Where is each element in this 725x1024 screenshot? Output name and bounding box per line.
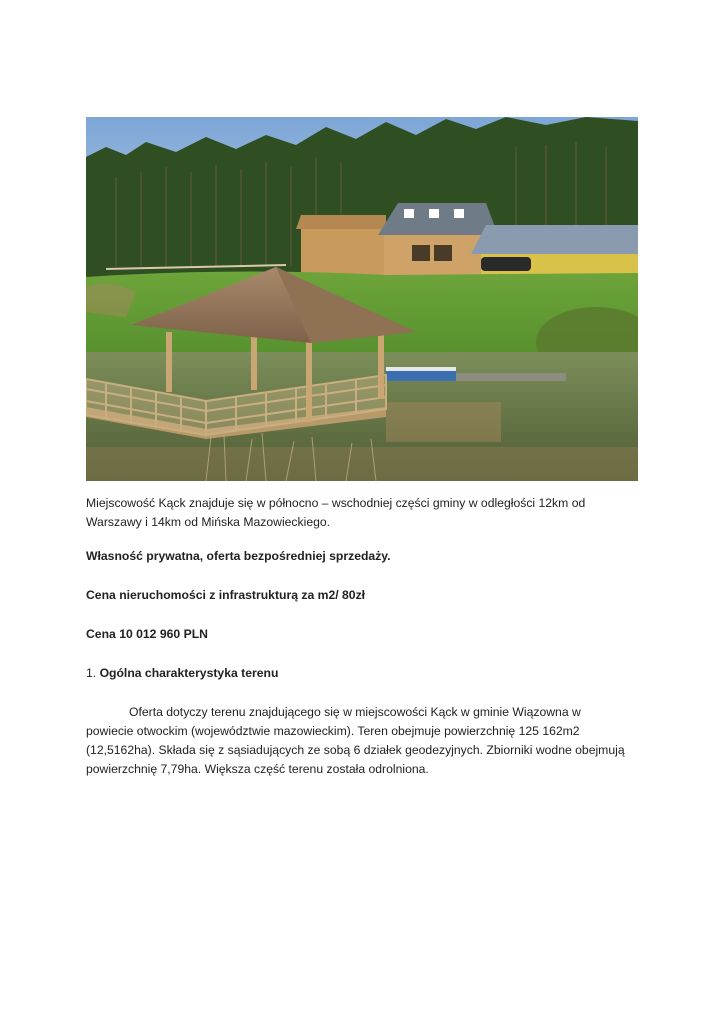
ownership-line: Własność prywatna, oferta bezpośredniej sprzedaży. (86, 549, 391, 563)
section-heading (86, 664, 631, 683)
section-title: Ogólna charakterystyka terenu (99, 666, 279, 680)
section-number: 1. (86, 666, 97, 680)
landscape-photo-icon (86, 117, 638, 481)
intro-paragraph: Miejscowość Kąck znajduje się w północno – wschodniej części gminy w odległości 12km od Warszawy i 14km od Mińska Mazowieckiego. (86, 496, 586, 529)
document-text (86, 494, 631, 779)
price-per-m2-line: Cena nieruchomości z infrastrukturą za m2/ 80zł (86, 588, 366, 602)
price-total-line: Cena 10 012 960 PLN (86, 627, 208, 641)
section-body-paragraph: Oferta dotyczy terenu znajdującego się w miejscowości Kąck w gminie Wiązowna w powiecie otwockim (województwie mazowieckim). Teren obejmuje powierzchnię 125 162m2 (12,5162ha). Składa się z sąsiadujących ze sobą 6 działek geodezyjnych. Zbiorniki wodne obejmują powierzchnię 7,79ha. Większa część terenu została odrolniona. (86, 705, 625, 776)
property-photo (86, 117, 638, 481)
